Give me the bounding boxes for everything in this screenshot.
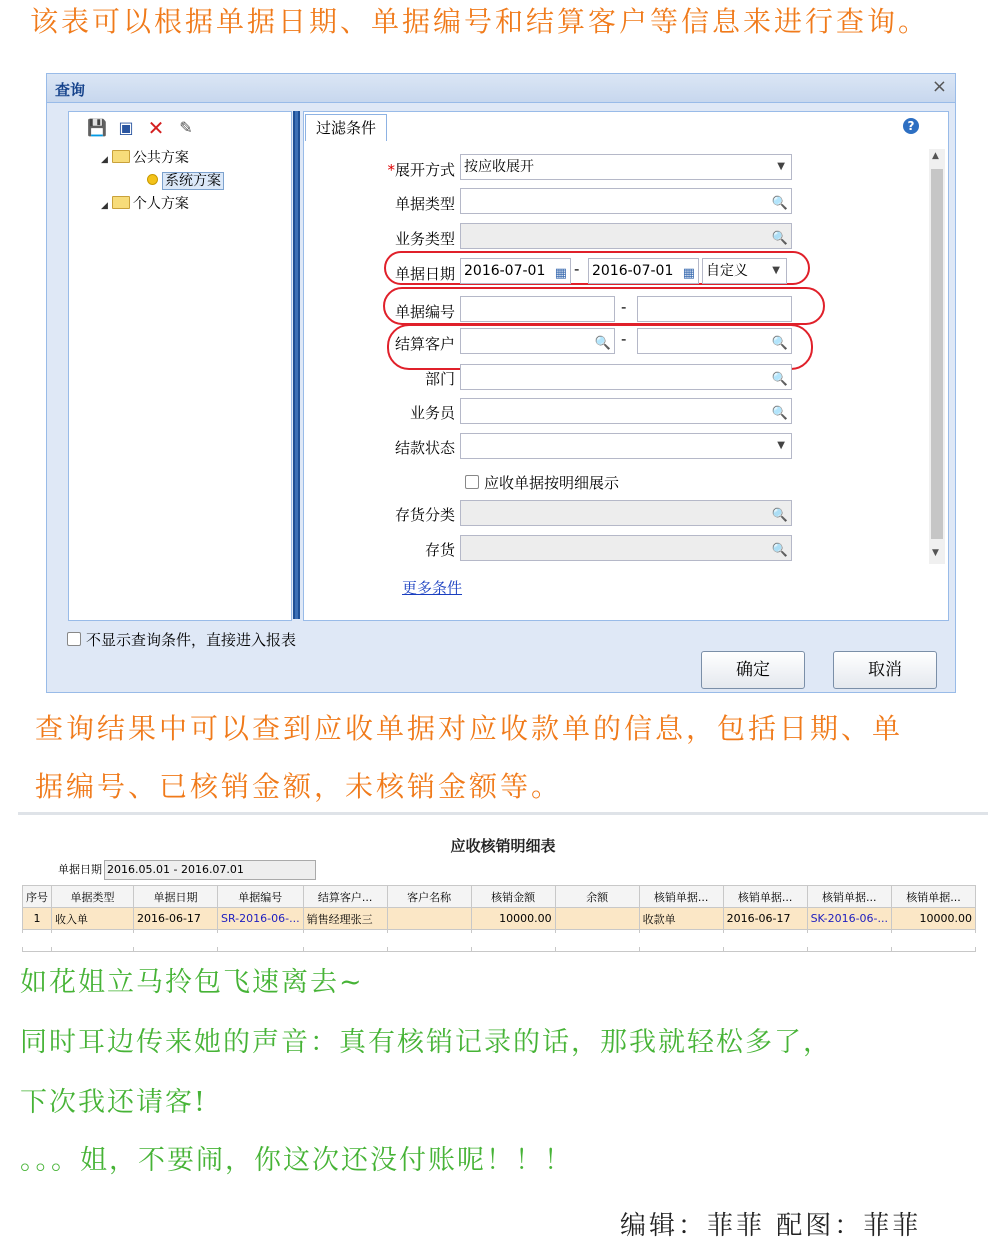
- table-row[interactable]: [23, 908, 976, 930]
- settle-status-label: 结款状态: [394, 439, 455, 457]
- date-from-field[interactable]: 2016-07-01 ▦: [460, 258, 571, 284]
- date-to-field[interactable]: 2016-07-01 ▦: [588, 258, 699, 284]
- doc-date-label: 单据日期: [394, 265, 455, 283]
- scroll-down-icon[interactable]: ▼: [932, 548, 939, 558]
- column-header[interactable]: 核销单据...: [807, 886, 891, 908]
- expand-mode-label: *展开方式: [387, 161, 455, 179]
- salesman-label: 业务员: [409, 404, 455, 422]
- help-icon[interactable]: ?: [903, 118, 919, 134]
- calendar-icon[interactable]: ▦: [682, 266, 695, 281]
- lookup-icon[interactable]: 🔍: [771, 372, 788, 387]
- doc-no-label: 单据编号: [394, 303, 455, 321]
- expand-icon[interactable]: ◢: [101, 201, 108, 211]
- column-header[interactable]: 核销单据...: [892, 886, 976, 908]
- lookup-icon: 🔍: [771, 508, 788, 523]
- column-header[interactable]: 核销单据...: [723, 886, 807, 908]
- calendar-icon[interactable]: ▦: [554, 266, 567, 281]
- skip-query-checkbox[interactable]: 不显示查询条件，直接进入报表: [67, 629, 296, 650]
- lookup-icon: 🔍: [771, 231, 788, 246]
- scheme-pane: [68, 111, 292, 621]
- tab-filter-conditions[interactable]: 过滤条件: [305, 114, 387, 141]
- doc-type-label: 单据类型: [394, 195, 455, 213]
- caption-top: 该表可以根据单据日期、单据编号和结算客户等信息来进行查询。: [30, 5, 930, 38]
- cancel-button[interactable]: 取消: [833, 651, 937, 689]
- table-cell: 2016-06-17: [723, 908, 807, 930]
- column-header[interactable]: 单据日期: [134, 886, 218, 908]
- ok-button[interactable]: 确定: [701, 651, 805, 689]
- column-header[interactable]: 客户名称: [387, 886, 471, 908]
- credits: 编辑：菲菲 配图：菲菲: [620, 1211, 922, 1241]
- query-dialog: [46, 73, 956, 693]
- expand-icon[interactable]: ◢: [101, 155, 108, 165]
- search-icon[interactable]: 🔍: [594, 336, 611, 351]
- caption-story-3: 下次我还请客!: [20, 1087, 207, 1118]
- doc-no-link[interactable]: SK-2016-06-...: [807, 908, 891, 930]
- scheme-dot-icon: [147, 174, 158, 185]
- lookup-icon[interactable]: 🔍: [771, 196, 788, 211]
- tree-item-personal[interactable]: ◢ 个人方案: [101, 196, 189, 212]
- report-crop-edge: [18, 933, 988, 947]
- table-header-row: [23, 886, 976, 908]
- expand-mode-select[interactable]: 按应收展开 ▼: [460, 154, 792, 180]
- delete-icon[interactable]: ✕: [147, 116, 165, 140]
- customer-label: 结算客户: [394, 335, 455, 353]
- caption-story-1: 如花姐立马拎包飞速离去~: [20, 967, 364, 998]
- lookup-icon: 🔍: [771, 543, 788, 558]
- report-panel: [18, 812, 988, 945]
- table-cell: 10000.00: [471, 908, 555, 930]
- tree-item-public[interactable]: ◢ 公共方案: [101, 150, 189, 166]
- folder-icon: [112, 196, 130, 209]
- more-conditions-link[interactable]: 更多条件: [402, 579, 463, 597]
- doc-type-field[interactable]: [460, 188, 792, 214]
- biz-type-field: [460, 223, 792, 249]
- folder-icon: [112, 150, 130, 163]
- report-title: 应收核销明细表: [450, 837, 556, 855]
- customer-to-field[interactable]: [637, 328, 792, 354]
- customer-from-field[interactable]: [460, 328, 615, 354]
- doc-no-to-field[interactable]: [637, 296, 792, 322]
- table-cell: 收款单: [639, 908, 723, 930]
- report-date-range: 单据日期 2016.05.01 - 2016.07.01: [58, 860, 316, 880]
- salesman-field[interactable]: [460, 398, 792, 424]
- lookup-icon[interactable]: 🔍: [771, 406, 788, 421]
- dialog-title: 查询: [55, 81, 86, 99]
- stock-class-label: 存货分类: [394, 506, 455, 524]
- scroll-up-icon[interactable]: ▲: [932, 151, 939, 161]
- caption-middle-1: 查询结果中可以查到应收单据对应收款单的信息，包括日期、单: [35, 712, 904, 745]
- close-icon[interactable]: ×: [931, 76, 947, 97]
- checkbox-icon[interactable]: [465, 475, 479, 489]
- column-header[interactable]: 核销单据...: [639, 886, 723, 908]
- stock-label: 存货: [424, 541, 455, 559]
- stock-class-field: [460, 500, 792, 526]
- caption-story-2: 同时耳边传来她的声音：真有核销记录的话，那我就轻松多了，: [20, 1027, 832, 1058]
- column-header[interactable]: 序号: [23, 886, 52, 908]
- range-dash: -: [621, 298, 627, 316]
- chevron-down-icon: ▼: [772, 265, 780, 276]
- edit-icon[interactable]: ✎: [179, 118, 193, 137]
- caption-story-4: 。。。姐，不要闹，你这次还没付账呢！！！: [20, 1145, 573, 1176]
- chevron-down-icon: ▼: [777, 161, 785, 172]
- settle-status-select[interactable]: [460, 433, 792, 459]
- biz-type-label: 业务类型: [394, 230, 455, 248]
- save-as-icon[interactable]: ▣: [118, 118, 134, 137]
- table-cell: 收入单: [52, 908, 134, 930]
- column-header[interactable]: 单据编号: [218, 886, 304, 908]
- table-cell: [555, 908, 639, 930]
- search-icon[interactable]: 🔍: [771, 336, 788, 351]
- column-header[interactable]: 余额: [555, 886, 639, 908]
- save-icon[interactable]: 💾: [87, 118, 107, 137]
- table-cell: 10000.00: [892, 908, 976, 930]
- date-mode-select[interactable]: 自定义 ▼: [702, 258, 787, 284]
- checkbox-icon[interactable]: [67, 632, 81, 646]
- dept-field[interactable]: [460, 364, 792, 390]
- table-cell: 1: [23, 908, 52, 930]
- table-cell: 2016-06-17: [134, 908, 218, 930]
- detail-checkbox[interactable]: 应收单据按明细展示: [465, 472, 619, 493]
- dept-label: 部门: [424, 370, 455, 388]
- column-header[interactable]: 单据类型: [52, 886, 134, 908]
- pane-splitter[interactable]: [293, 111, 300, 619]
- doc-no-from-field[interactable]: [460, 296, 615, 322]
- stock-field: [460, 535, 792, 561]
- column-header[interactable]: 核销金额: [471, 886, 555, 908]
- caption-middle-2: 据编号、已核销金额，未核销金额等。: [35, 770, 563, 803]
- range-dash: -: [574, 260, 580, 278]
- tree-item-system[interactable]: 系统方案: [147, 170, 224, 190]
- column-header[interactable]: 结算客户...: [303, 886, 387, 908]
- table-cell: 销售经理张三: [303, 908, 387, 930]
- scrollbar-thumb[interactable]: [931, 169, 943, 539]
- chevron-down-icon: ▼: [777, 440, 785, 451]
- range-dash: -: [621, 330, 627, 348]
- doc-no-link[interactable]: SR-2016-06-...: [218, 908, 304, 930]
- dialog-title-bar: [47, 74, 955, 103]
- table-cell: [387, 908, 471, 930]
